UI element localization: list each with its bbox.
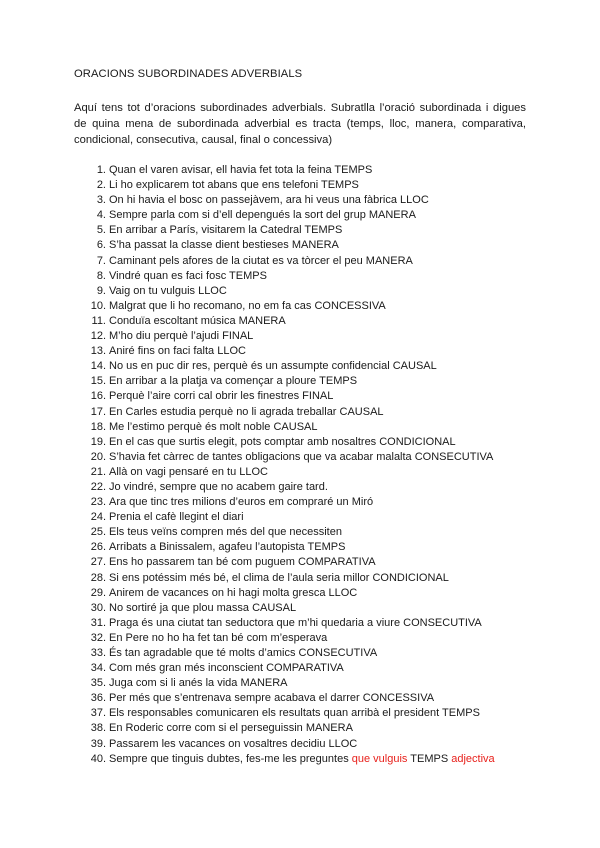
item-text: [109, 706, 480, 721]
item-text: [109, 163, 372, 178]
sentence-text: Conduïa escoltant música MANERA: [109, 314, 286, 327]
item-number: 16.: [90, 390, 106, 403]
item-text: [109, 555, 376, 570]
item-number: 20.: [90, 450, 106, 463]
item-text: [109, 721, 353, 736]
sentence-text: És tan agradable que té molts d’amics CONSECUTIVA: [109, 647, 378, 659]
item-number: 34.: [90, 662, 106, 675]
item-number: 22.: [90, 480, 106, 493]
item-number: 15.: [90, 375, 106, 388]
item-text: [109, 344, 246, 359]
item-text: [109, 314, 286, 329]
instructions-paragraph: Aquí tens tot d’oracions subordinades adverbials. Subratlla l’oració subordinada i digues de quina mena de subordinada adverbial es tracta (temps, lloc, manera, comparativa, condicional, consecutiva, causal, final o concessiva): [74, 102, 526, 146]
sentence-text: Sempre que tinguis dubtes, fes-me les preguntes: [109, 752, 352, 765]
item-text: [109, 193, 429, 208]
sentence-text: Juga com si li anés la vida MANERA: [109, 677, 288, 690]
item-text: [109, 465, 268, 480]
item-number: 9.: [96, 284, 106, 297]
item-number: 18.: [90, 420, 106, 433]
sentence-text: Allà on vagi pensaré en tu LLOC: [109, 465, 268, 478]
item-text: [109, 752, 495, 767]
sentence-text: Per més que s’entrenava sempre acabava el darrer CONCESSIVA: [109, 692, 435, 705]
sentence-text: Anirem de vacances on hi hagi molta gresca LLOC: [109, 586, 358, 599]
item-number: 36.: [90, 692, 106, 705]
item-text: [109, 329, 253, 344]
sentence-text: En el cas que surtis elegit, pots comptar amb nosaltres CONDICIONAL: [109, 435, 456, 448]
item-number: 3.: [96, 194, 106, 207]
item-number: 17.: [90, 405, 106, 418]
item-number: 27.: [90, 556, 106, 569]
item-text: [109, 223, 342, 238]
clause-type-label: TEMPS: [407, 752, 452, 765]
sentence-text: Aniré fins on faci falta LLOC: [109, 345, 246, 358]
item-text: [109, 616, 482, 631]
item-number: 12.: [90, 330, 106, 343]
item-text: [109, 661, 344, 676]
item-text: [109, 646, 377, 661]
sentence-text: Caminant pels afores de la ciutat es va tòrcer el peu MANERA: [109, 254, 413, 267]
item-text: [109, 540, 345, 555]
sentence-text: Ara que tinc tres milions d’euros em compraré un Miró: [109, 496, 374, 509]
item-text: [109, 480, 328, 495]
item-text: [109, 691, 434, 706]
item-number: 5.: [96, 224, 106, 237]
item-text: [109, 631, 327, 646]
sentence-text: Passarem les vacances on vosaltres decidiu LLOC: [109, 737, 358, 750]
sentence-text: S’ha passat la classe dient bestieses MANERA: [109, 239, 339, 252]
item-number: 6.: [96, 239, 106, 252]
item-text: [109, 208, 416, 223]
item-number: 7.: [96, 254, 106, 267]
item-text: [109, 284, 227, 299]
sentence-text: En Roderic corre com si el perseguissin MANERA: [109, 722, 353, 735]
item-text: [109, 178, 359, 193]
item-number: 11.: [91, 314, 106, 327]
item-number: 39.: [90, 737, 106, 750]
sentence-text: Ens ho passarem tan bé com puguem COMPARATIVA: [109, 556, 376, 569]
item-number: 21.: [90, 465, 106, 478]
highlighted-annotation: adjectiva: [451, 752, 495, 765]
sentence-text: Jo vindré, sempre que no acabem gaire tard.: [109, 480, 328, 493]
item-number: 38.: [90, 722, 106, 735]
sentence-text: Quan el varen avisar, ell havia fet tota la feina TEMPS: [109, 164, 373, 176]
item-text: [109, 359, 437, 374]
sentence-text: En arribar a París, visitarem la Catedral TEMPS: [109, 224, 343, 237]
sentence-text: S’havia fet càrrec de tantes obligacions que va acabar malalta CONSECUTIVA: [109, 450, 494, 463]
item-number: 25.: [90, 526, 106, 539]
item-number: 19.: [90, 435, 106, 448]
sentence-text: No us en puc dir res, perquè és un assumpte confidencial CAUSAL: [109, 360, 437, 373]
item-number: 4.: [96, 209, 106, 222]
item-number: 10.: [90, 299, 106, 312]
item-text: [109, 737, 357, 752]
sentence-text: Vindré quan es faci fosc TEMPS: [109, 269, 267, 282]
item-text: [109, 571, 449, 586]
sentence-text: No sortiré ja que plou massa CAUSAL: [109, 601, 297, 614]
item-number: 37.: [90, 707, 106, 720]
item-text: [109, 495, 373, 510]
item-text: [109, 435, 456, 450]
sentence-text: Malgrat que li ho recomano, no em fa cas CONCESSIVA: [109, 299, 386, 312]
item-number: 40.: [90, 752, 106, 765]
item-number: 8.: [96, 269, 106, 282]
item-number: 2.: [96, 179, 106, 192]
item-text: [109, 586, 357, 601]
sentence-text: Els teus veïns compren més del que necessiten: [109, 526, 342, 539]
item-text: [109, 676, 288, 691]
item-number: 32.: [90, 631, 106, 644]
item-number: 30.: [90, 601, 106, 614]
sentence-text: Sempre parla com si d’ell depengués la sort del grup MANERA: [109, 209, 416, 222]
item-text: [109, 374, 357, 389]
item-number: 1.: [96, 164, 106, 176]
item-text: [109, 389, 333, 404]
item-text: [109, 525, 342, 540]
item-number: 13.: [90, 345, 106, 358]
item-text: [109, 510, 244, 525]
sentence-text: En arribar a la platja va començar a ploure TEMPS: [109, 375, 358, 388]
highlighted-clause: que vulguis: [351, 752, 408, 765]
item-number: 35.: [90, 677, 106, 690]
sentence-text: Me l’estimo perquè és molt noble CAUSAL: [109, 420, 318, 433]
sentence-text: Vaig on tu vulguis LLOC: [109, 284, 227, 297]
sentence-text: Els responsables comunicaren els resultats quan arribà el president TEMPS: [109, 707, 480, 720]
sentence-text: Si ens potéssim més bé, el clima de l’aula seria millor CONDICIONAL: [109, 571, 449, 584]
sentence-text: Prenia el cafè llegint el diari: [109, 511, 244, 524]
sentence-text: Li ho explicarem tot abans que ens telefoni TEMPS: [109, 179, 359, 192]
sentence-text: M’ho diu perquè l’ajudi FINAL: [109, 330, 254, 343]
item-text: [109, 269, 267, 284]
sentence-text: Praga és una ciutat tan seductora que m’hi quedaria a viure CONSECUTIVA: [109, 616, 482, 629]
item-text: [109, 601, 296, 616]
sentence-text: Perquè l’aire corri cal obrir les finestres FINAL: [109, 390, 334, 403]
sentence-text: Com més gran més inconscient COMPARATIVA: [109, 662, 344, 675]
item-number: 33.: [90, 647, 106, 659]
page-title: ORACIONS SUBORDINADES ADVERBIALS: [74, 68, 303, 80]
sentence-text: On hi havia el bosc on passejàvem, ara hi veus una fàbrica LLOC: [109, 194, 429, 207]
item-text: [109, 405, 384, 420]
item-text: [109, 450, 493, 465]
item-text: [109, 299, 386, 314]
item-number: 31.: [90, 616, 106, 629]
sentence-text: En Carles estudia perquè no li agrada treballar CAUSAL: [109, 405, 384, 418]
item-number: 23.: [90, 496, 106, 509]
sentence-text: Arribats a Binissalem, agafeu l’autopista TEMPS: [109, 541, 346, 554]
item-number: 26.: [90, 541, 106, 554]
sentence-text: En Pere no ho ha fet tan bé com m’esperava: [109, 631, 328, 644]
item-number: 14.: [90, 360, 106, 373]
item-text: [109, 238, 339, 253]
item-number: 29.: [90, 586, 106, 599]
item-number: 28.: [90, 571, 106, 584]
item-text: [109, 420, 317, 435]
item-number: 24.: [90, 511, 106, 524]
item-text: [109, 254, 413, 269]
